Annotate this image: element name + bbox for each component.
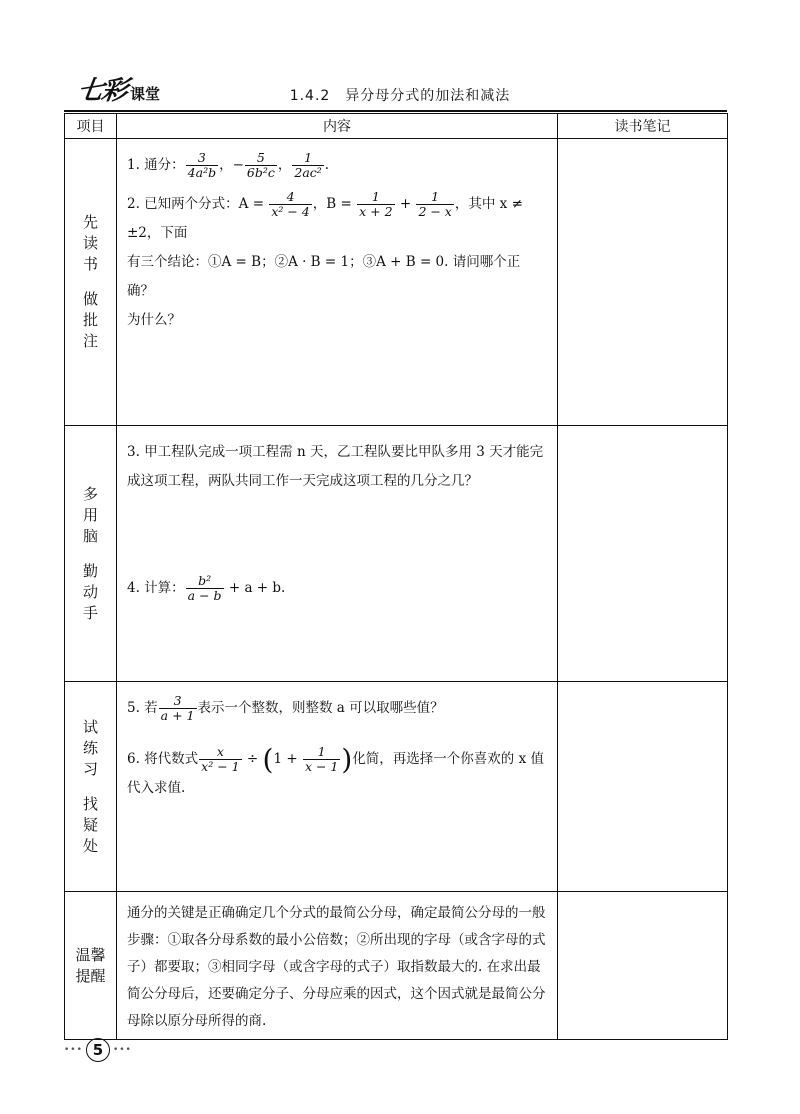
section-label-text: 温馨提醒 — [75, 945, 106, 985]
divide-sign: ÷ — [242, 751, 263, 767]
section-label — [65, 139, 117, 426]
one-plus: 1 + — [273, 751, 302, 767]
q4-prefix: 4. 计算： — [127, 580, 185, 596]
header-rule — [64, 110, 727, 112]
notes-cell[interactable] — [558, 139, 728, 426]
section-tip — [65, 892, 728, 1040]
q2-line2: 有三个结论：①A = B；②A · B = 1；③A + B = 0. 请问哪个正确？ — [127, 254, 521, 299]
section-label-line1: 多用脑 — [82, 484, 98, 545]
fraction — [269, 190, 311, 219]
dots-left: ••• — [64, 1045, 83, 1055]
header-content: 内容 — [117, 114, 558, 139]
page-number — [64, 1038, 132, 1062]
question-5 — [127, 694, 547, 723]
denominator: x² − 1 — [201, 759, 240, 774]
numerator: 4 — [269, 190, 311, 205]
right-paren: ) — [341, 743, 353, 776]
fraction — [199, 745, 241, 774]
denominator: x² − 4 — [271, 204, 310, 219]
left-paren: ( — [262, 743, 274, 776]
q2-prefix: 2. 已知两个分式：A = — [127, 196, 269, 212]
plus-sign: + — [395, 196, 416, 212]
q5-tail: 表示一个整数，则整数 a 可以取哪些值？ — [197, 700, 444, 716]
numerator: b² — [186, 574, 224, 589]
section-label-line2: 做批注 — [82, 290, 98, 350]
numerator: 1 — [416, 190, 453, 205]
question-4 — [127, 574, 547, 603]
q6-prefix: 6. 将代数式 — [127, 751, 199, 767]
tip-text: 通分的关键是正确确定几个分式的最简公分母，确定最简公分母的一般步骤：①取各分母系数的最小公倍数；②所出现的字母（或含字母的式子）都要取；③相同字母（或含字母的式子）取指数最大的. 在求出最简公分母后，还要确定分子、分母应乘的因式，这个因式就是最简公分母除以原分母所得的商. — [117, 892, 558, 1040]
numerator: 1 — [292, 151, 323, 166]
q2-line3: 为什么？ — [127, 312, 181, 328]
separator: ，− — [219, 157, 244, 173]
worksheet-table — [64, 113, 728, 1040]
fraction — [292, 151, 323, 180]
q5-prefix: 5. 若 — [127, 700, 158, 716]
denominator: x + 2 — [359, 204, 393, 219]
end-mark: . — [324, 157, 330, 173]
section-label-line2: 勤动手 — [82, 561, 98, 622]
section-label — [65, 426, 117, 682]
fraction — [303, 745, 340, 774]
denominator: 6b²c — [246, 165, 275, 180]
question-1 — [127, 151, 547, 180]
numerator: 1 — [357, 190, 394, 205]
denominator: 4a²b — [187, 165, 217, 180]
table-header-row — [65, 114, 728, 139]
section-label-line1: 先读书 — [82, 213, 98, 273]
denominator: a − b — [187, 588, 222, 603]
header-notes: 读书笔记 — [558, 114, 728, 139]
section-content — [117, 682, 558, 892]
section-label-line1: 试练习 — [82, 717, 98, 778]
fraction — [357, 190, 394, 219]
numerator: x — [199, 745, 241, 760]
question-2 — [127, 190, 547, 335]
fraction — [416, 190, 453, 219]
numerator: 5 — [245, 151, 277, 166]
section-content — [117, 426, 558, 682]
header-item: 项目 — [65, 114, 117, 139]
numerator: 3 — [186, 151, 218, 166]
page-number-circle: 5 — [86, 1038, 110, 1062]
numerator: 3 — [159, 694, 197, 709]
q1-prefix: 1. 通分： — [127, 157, 185, 173]
q2-tail: ，其中 x ≠ ±2，下面 — [127, 196, 523, 241]
question-6 — [127, 745, 547, 803]
notes-cell[interactable] — [558, 892, 728, 1040]
notes-cell[interactable] — [558, 682, 728, 892]
question-3: 3. 甲工程队完成一项工程需 n 天，乙工程队要比甲队多用 3 天才能完成这项工程，两队共同工作一天完成这项工程的几分之几？ — [127, 444, 544, 489]
q4-tail: + a + b. — [224, 580, 286, 596]
denominator: x − 1 — [304, 759, 339, 774]
denominator: 2 − x — [418, 204, 452, 219]
section-read — [65, 139, 728, 426]
page-title: 1.4.2 异分母分式的加法和减法 — [289, 88, 511, 104]
section-label-line2: 找疑处 — [82, 794, 98, 855]
notes-cell[interactable] — [558, 426, 728, 682]
section-label — [65, 892, 117, 1040]
fraction — [245, 151, 277, 180]
separator: ， — [277, 157, 292, 173]
q2-mid: ，B = — [312, 196, 357, 212]
fraction — [186, 574, 224, 603]
dots-right: ••• — [112, 1045, 132, 1055]
fraction — [186, 151, 218, 180]
numerator: 1 — [303, 745, 340, 760]
section-label — [65, 682, 117, 892]
section-think — [65, 426, 728, 682]
section-practice — [65, 682, 728, 892]
fraction — [159, 694, 197, 723]
denominator: 2ac² — [294, 165, 322, 180]
logo-text: 七彩 — [75, 76, 128, 106]
q6-line2: 代入求值. — [127, 780, 186, 796]
logo-subtext: 课堂 — [130, 85, 161, 103]
denominator: a + 1 — [160, 708, 195, 723]
q6-tail: 化简，再选择一个你喜欢的 x 值 — [352, 751, 545, 767]
section-content — [117, 139, 558, 426]
